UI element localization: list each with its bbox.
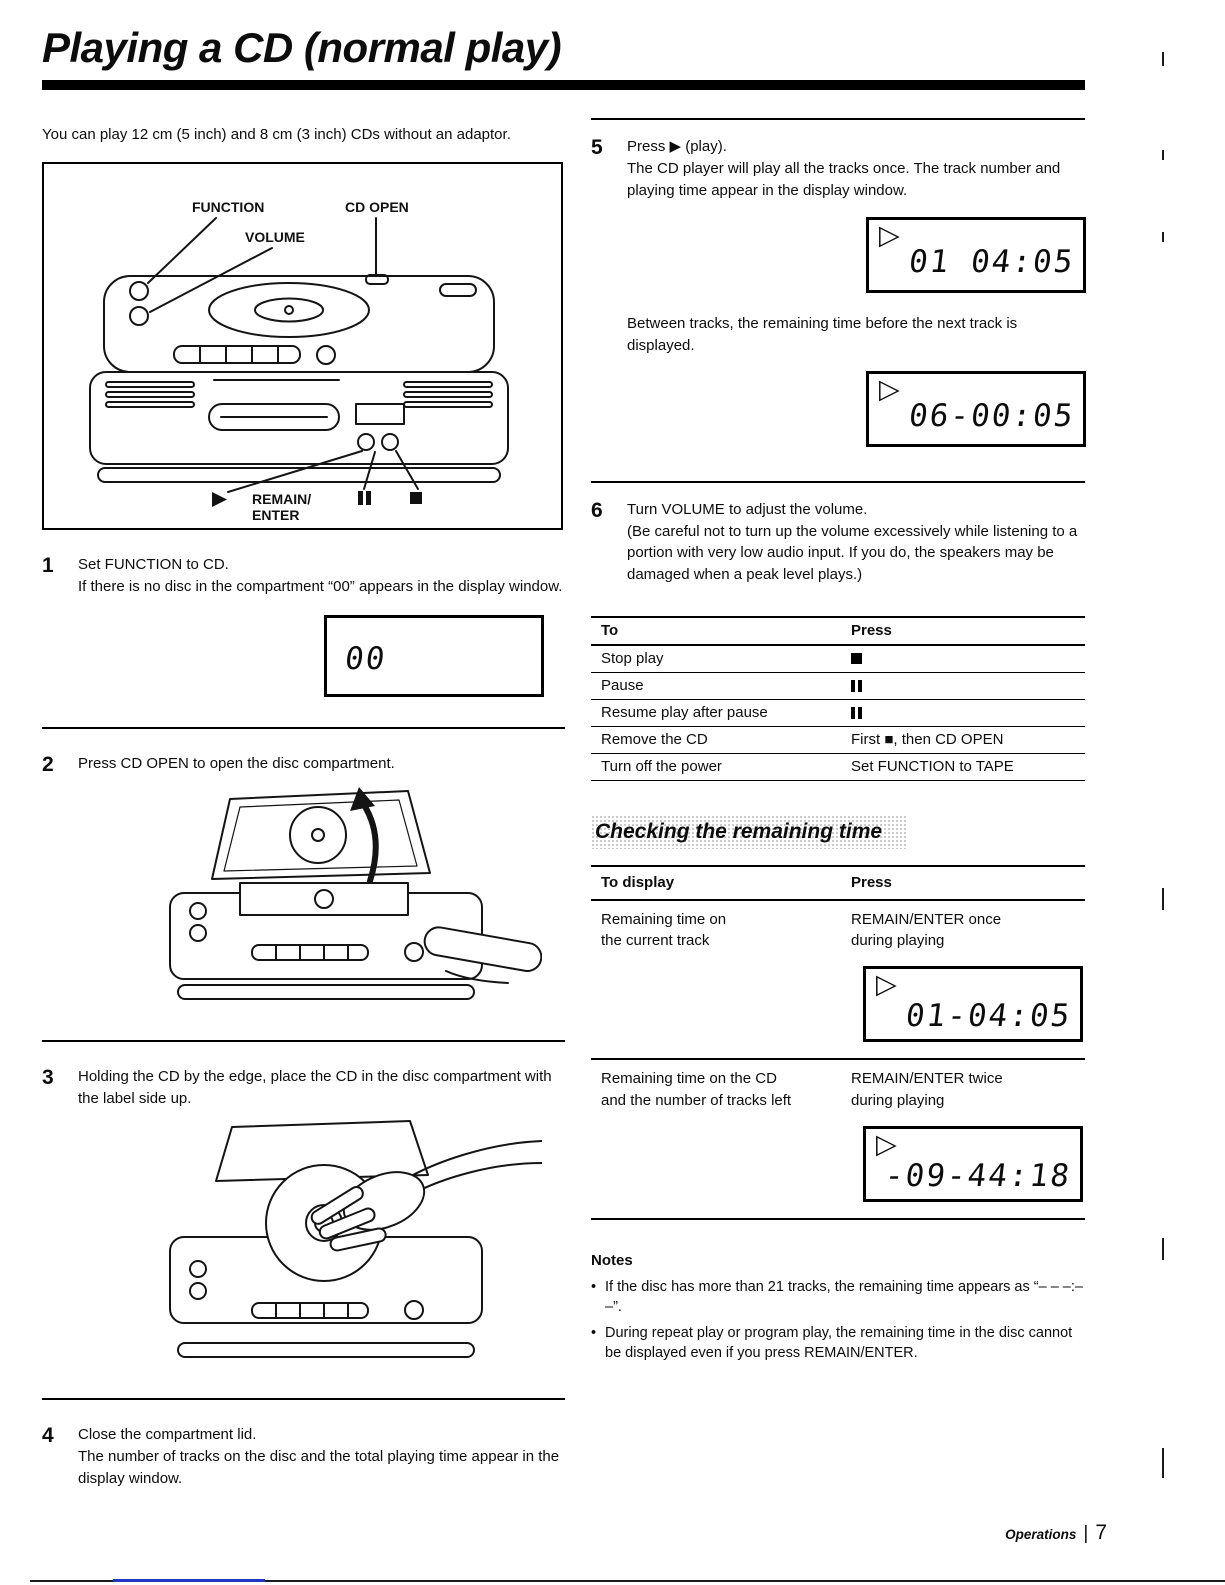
row-press (851, 704, 1085, 721)
scan-artifact (1162, 52, 1164, 66)
note-item (591, 1323, 1085, 1364)
play-indicator-icon: ▷ (879, 373, 900, 405)
step-1-title: Set FUNCTION to CD. (78, 555, 229, 573)
pause-icon (851, 680, 862, 692)
display-digits: 01-04:05 (903, 998, 1074, 1034)
display-digits: 01 04:05 (906, 244, 1077, 281)
step-number: 4 (42, 1424, 54, 1447)
divider (591, 1218, 1085, 1220)
volume-label: VOLUME (245, 228, 305, 245)
notes-section (591, 1250, 1085, 1364)
display-digits: 06-00:05 (906, 397, 1077, 434)
display-digits: -09-44:18 (882, 1157, 1074, 1194)
insert-cd-illustration (112, 1119, 565, 1372)
step-2 (42, 753, 565, 1016)
step-6 (591, 499, 1085, 586)
intro-text: You can play 12 cm (5 inch) and 8 cm (3 inch) CDs without an adaptor. (42, 126, 511, 143)
step-6-body: (Be careful not to turn up the volume excessively while listening to a portion with very low audio input. If you do, the speakers may be damaged when a peak level plays.) (627, 522, 1078, 583)
table-row (591, 901, 1085, 955)
boombox-illustration (44, 164, 559, 526)
controls-table (591, 616, 1085, 781)
row-action: Remove the CD (601, 730, 708, 748)
cd-open-label: CD OPEN (345, 198, 409, 215)
step-5 (591, 136, 1085, 453)
row-press (851, 650, 1085, 667)
step-number: 5 (591, 136, 603, 159)
note-text: If the disc has more than 21 tracks, the remaining time appears as “– – –:– –”. (605, 1278, 1083, 1315)
scan-artifact (1162, 1238, 1164, 1260)
step-2-title: Press CD OPEN to open the disc compartment. (78, 755, 395, 773)
remaining-time-table (591, 865, 1085, 1220)
step-text (627, 136, 1086, 453)
table-header-row (591, 867, 1085, 901)
row-text: during playing (851, 932, 945, 950)
step-6-title: Turn VOLUME to adjust the volume. (627, 500, 868, 518)
note-item (591, 1277, 1085, 1318)
row-text: and the number of tracks left (601, 1091, 792, 1109)
divider (42, 1398, 565, 1400)
display-window (866, 217, 1086, 293)
row-text: REMAIN/ENTER twice (851, 1070, 1003, 1087)
step-3 (42, 1066, 565, 1374)
display-window (866, 371, 1086, 447)
pause-icon (358, 491, 371, 505)
table-row (591, 673, 1085, 700)
col-header-to: To (601, 621, 619, 639)
row-text: during playing (851, 1091, 945, 1109)
play-icon (212, 492, 227, 507)
step-1-body: If there is no disc in the compartment “00” appears in the display window. (78, 577, 563, 595)
boombox-diagram (42, 162, 563, 530)
divider (591, 481, 1085, 483)
row-text: Remaining time on (601, 910, 727, 928)
remain-enter-label-2: ENTER (252, 506, 300, 523)
bullet-icon: • (591, 1278, 597, 1295)
notes-heading: Notes (591, 1251, 633, 1269)
row-text: Remaining time on the CD (601, 1070, 777, 1087)
row-press (851, 909, 1085, 953)
row-to-display (601, 909, 851, 953)
step-3-title: Holding the CD by the edge, place the CD in the disc compartment with the label side up. (78, 1067, 552, 1107)
step-text (627, 499, 1085, 586)
page-footer (1005, 1521, 1107, 1545)
stop-icon (410, 492, 422, 504)
step-text (78, 554, 565, 704)
play-indicator-icon: ▷ (879, 220, 900, 252)
row-text: REMAIN/ENTER once (851, 910, 1002, 928)
open-lid-illustration (112, 785, 565, 1014)
row-action: Turn off the power (601, 757, 722, 775)
step-text (78, 1424, 565, 1489)
footer-section-label: Operations (1005, 1527, 1077, 1542)
function-label: FUNCTION (192, 198, 265, 215)
row-press: Set FUNCTION to TAPE (851, 757, 1014, 775)
col-header-press: Press (851, 873, 892, 891)
scan-artifact (1162, 888, 1164, 910)
step-number: 2 (42, 753, 54, 777)
divider (591, 118, 1085, 120)
row-press (851, 677, 1085, 694)
step-number: 1 (42, 553, 54, 577)
table-header-row (591, 618, 1085, 646)
step-number: 6 (591, 498, 603, 522)
step-number: 3 (42, 1065, 54, 1089)
display-window (863, 966, 1083, 1042)
table-row (591, 646, 1085, 673)
open-arrow-icon (350, 787, 375, 811)
bullet-icon: • (591, 1325, 597, 1342)
row-text: the current track (601, 932, 710, 950)
scan-artifact (1162, 150, 1164, 160)
remain-enter-label: REMAIN/ (252, 490, 312, 507)
display-digits: 00 (342, 641, 389, 678)
display-window (863, 1126, 1083, 1202)
table-row (591, 727, 1085, 754)
table-row (591, 754, 1085, 781)
step-5-body: The CD player will play all the tracks once. The track number and playing time appear in the display window. (627, 159, 1061, 199)
step-4-title: Close the compartment lid. (78, 1426, 257, 1443)
table-row (591, 700, 1085, 727)
stop-icon (851, 653, 862, 664)
divider (42, 727, 565, 729)
row-action: Resume play after pause (601, 703, 768, 721)
footer-separator: | (1083, 1523, 1089, 1544)
table-row (591, 1060, 1085, 1114)
play-indicator-icon: ▷ (876, 969, 897, 1000)
play-indicator-icon: ▷ (876, 1128, 897, 1160)
two-column-layout (42, 114, 1085, 1489)
display-window (324, 615, 544, 697)
title-rule (42, 80, 1085, 90)
step-1 (42, 554, 565, 704)
step-text (78, 1066, 565, 1374)
row-action: Pause (601, 676, 644, 694)
step-4-body: The number of tracks on the disc and the total playing time appear in the display window. (78, 1447, 560, 1487)
row-press (851, 1068, 1085, 1112)
step-text (78, 753, 565, 1016)
pause-icon (851, 707, 862, 719)
scan-artifact (1162, 232, 1164, 242)
col-header-to-display: To display (601, 873, 675, 891)
scan-artifact (113, 1579, 265, 1582)
col-header-press: Press (851, 621, 892, 639)
left-column (42, 114, 565, 1489)
row-to-display (601, 1068, 851, 1112)
page-number: 7 (1095, 1521, 1107, 1544)
page-title: Playing a CD (normal play) (42, 24, 562, 71)
note-text: During repeat play or program play, the remaining time in the disc cannot be displayed even if you press REMAIN/ENTER. (605, 1325, 1073, 1362)
step-5-between: Between tracks, the remaining time before the next track is displayed. (627, 315, 1018, 354)
row-press: First ■, then CD OPEN (851, 730, 1004, 748)
scan-artifact (1162, 1448, 1164, 1478)
right-column (591, 114, 1085, 1489)
row-action: Stop play (601, 649, 664, 667)
divider (42, 1040, 565, 1042)
step-5-title: Press ▶ (play). (627, 138, 727, 155)
section-heading: Checking the remaining time (591, 815, 908, 849)
step-4 (42, 1424, 565, 1489)
